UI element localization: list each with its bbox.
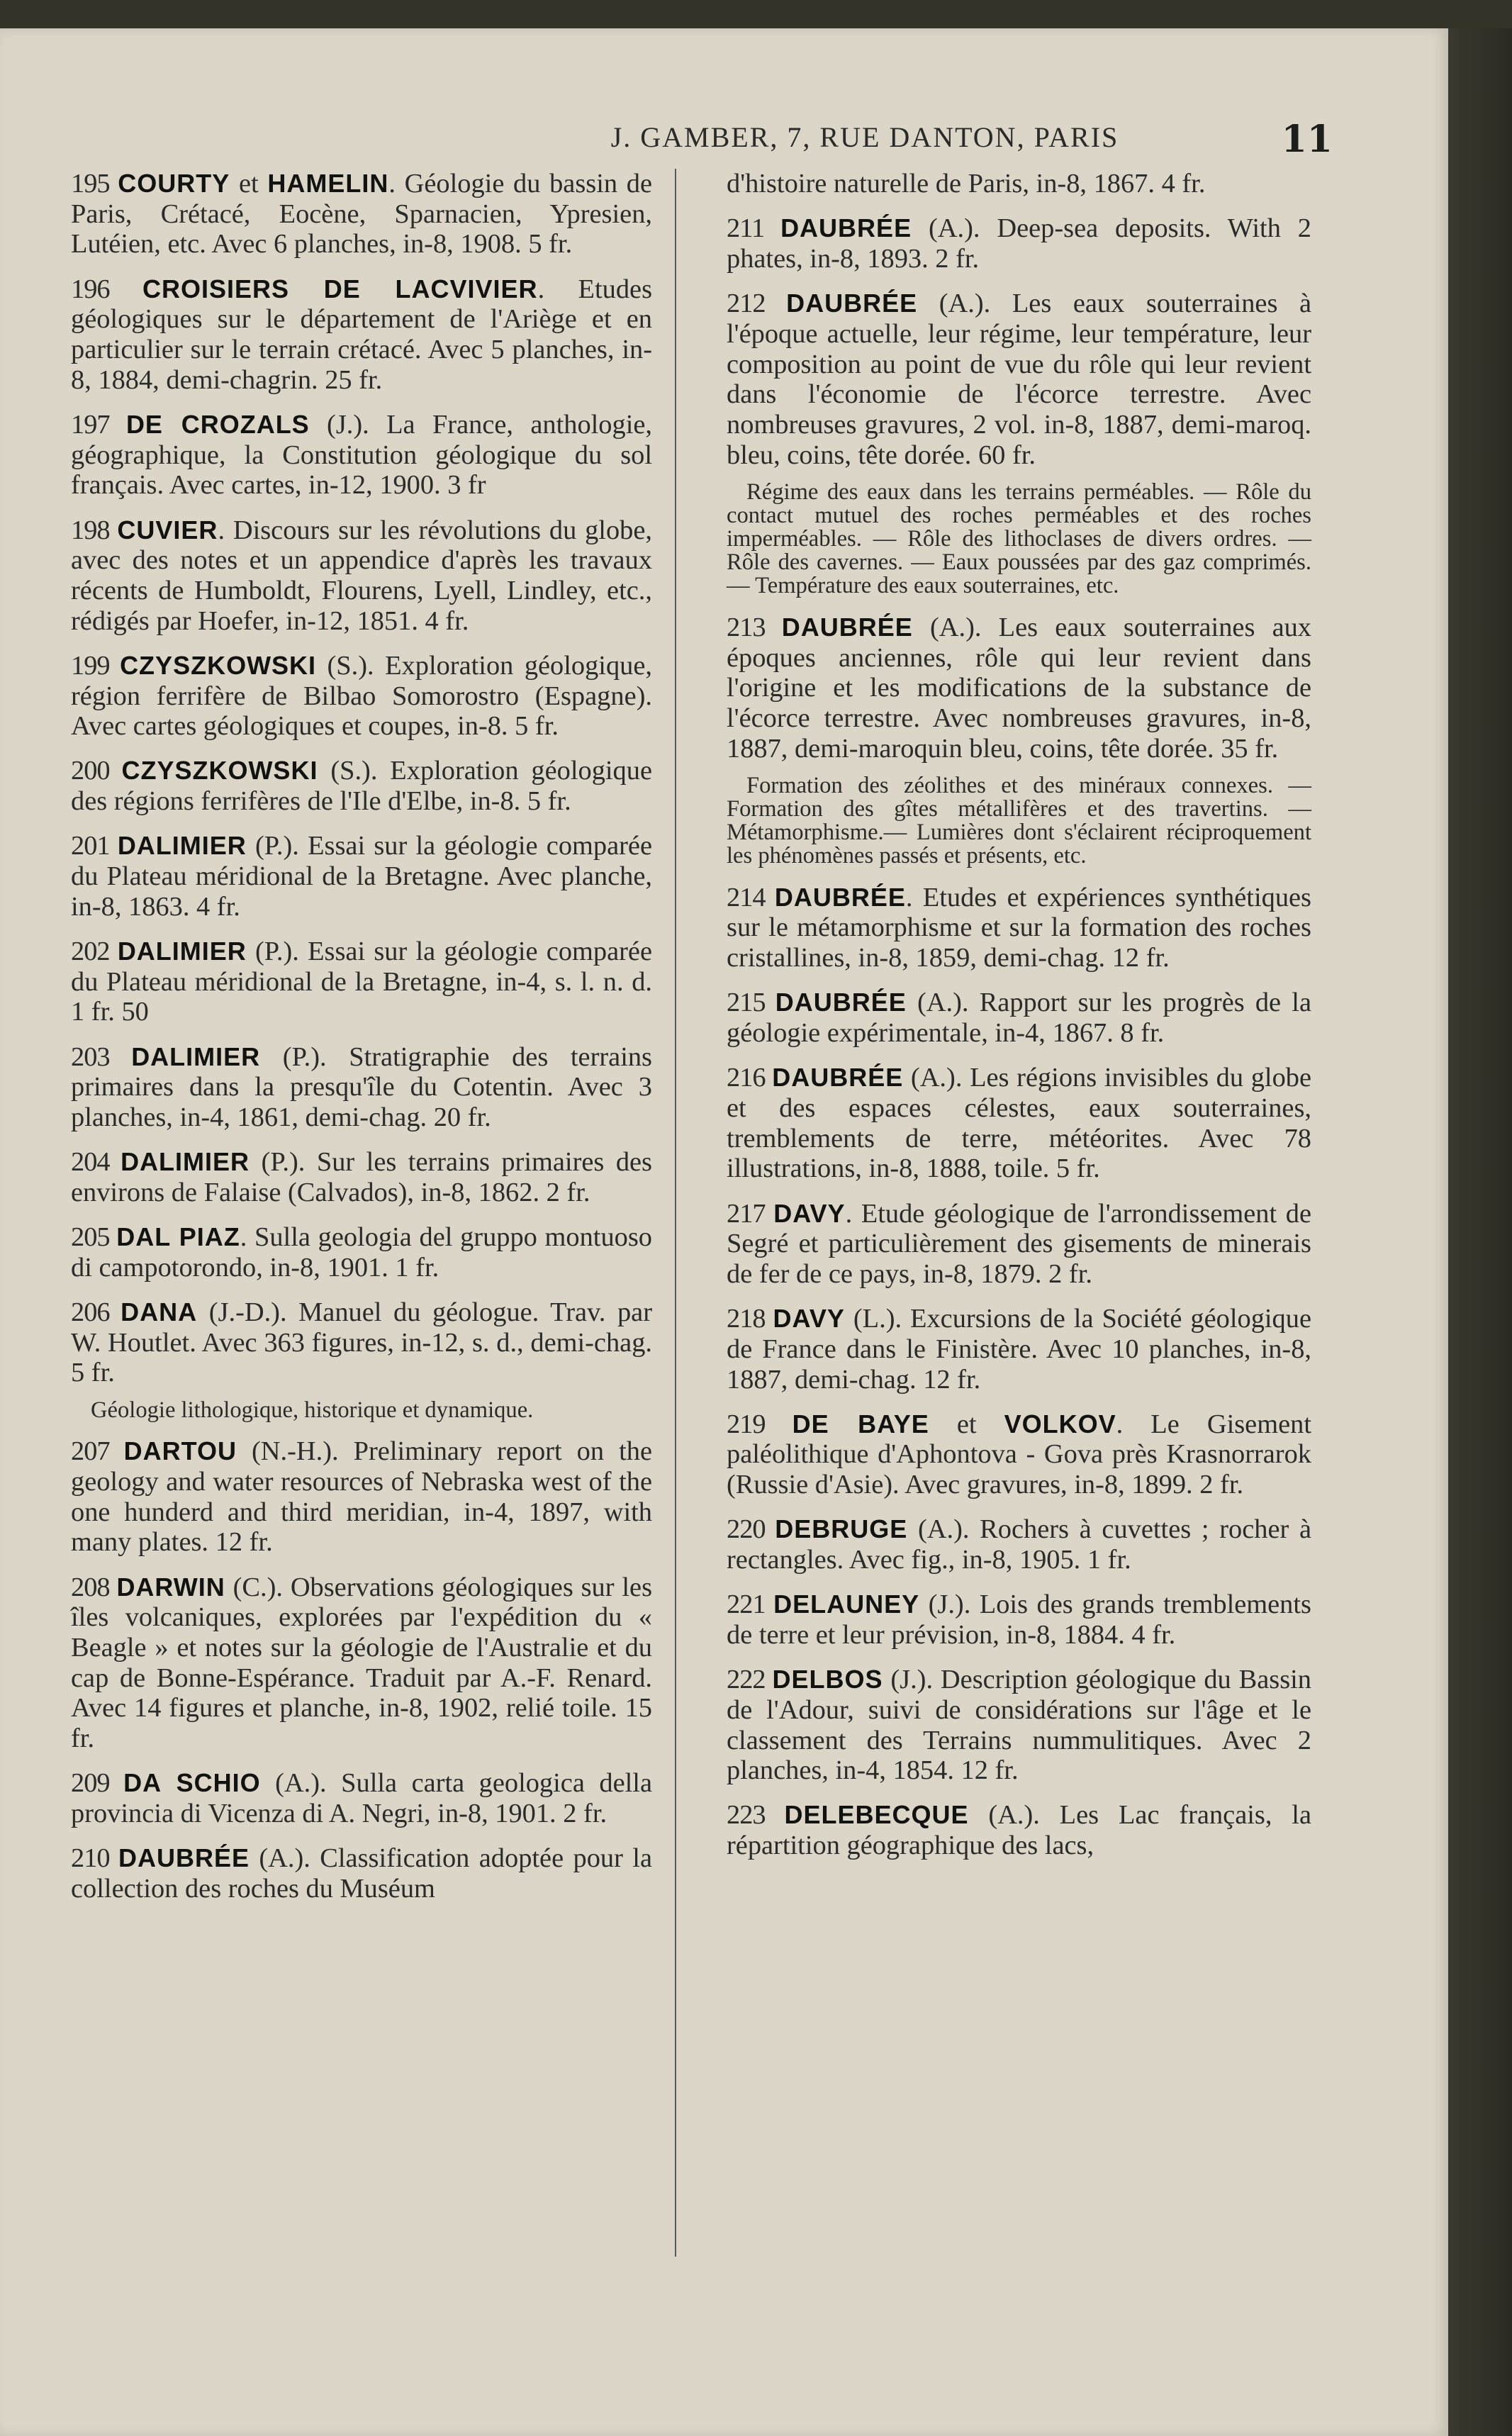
catalog-entry [727, 988, 1311, 1048]
entry-description: (N.-H.). Preliminary report on the geology and water resources of Nebraska west of the one hunderd and third meridian, in-4, 1897, with many plates. 12 fr. [71, 1436, 653, 1558]
entry-number: 198 [71, 515, 118, 545]
entry-description: (A.). Classification adoptée pour la collection des roches du Muséum [71, 1843, 652, 1904]
entry-author: DAUBRÉE [772, 1063, 904, 1093]
entry-author: DALIMIER [121, 1147, 250, 1177]
entry-description: (P.). Essai sur la géologie comparée du Plateau méridional de la Bretagne. Avec planche, in-8, 1863. 4 fr. [71, 831, 653, 922]
catalog-entry [71, 169, 652, 259]
entry-number: 195 [71, 169, 118, 199]
entry-description: (P.). Sur les terrains primaires des environs de Falaise (Calvados), in-8, 1862. 2 fr. [71, 1147, 652, 1207]
catalog-entry [71, 1147, 652, 1207]
entry-description: (J.). Description géologique du Bassin de l'Adour, suivi de considérations sur l'âge et le classement des Terrains nummulitiques. Avec 2 planches, in-4, 1854. 12 fr. [727, 1665, 1312, 1786]
entry-number: 199 [71, 650, 121, 681]
catalog-entry [727, 289, 1311, 470]
entry-author: CZYSZKOWSKI [121, 756, 318, 786]
entry-author: CUVIER [117, 515, 218, 544]
entry-number: 197 [71, 409, 126, 440]
entry-author: DELEBECQUE [784, 1800, 969, 1830]
catalog-entry [727, 1063, 1311, 1184]
column-divider [675, 169, 676, 2257]
catalog-entry [71, 515, 652, 637]
catalog-entry [71, 410, 652, 501]
catalog-entry [727, 1800, 1311, 1860]
entry-number: 217 [727, 1198, 774, 1229]
entry-description: . Etude géologique de l'arrondissement de Segré et particulièrement des gisements de minerais de fer de ce pays, in-8, 1879. 2 fr. [727, 1198, 1312, 1289]
entry-author: DE BAYE [792, 1409, 929, 1438]
catalog-entry [727, 1665, 1311, 1786]
entry-conjunction: et [929, 1409, 1004, 1439]
entry-description: (C.). Observations géologiques sur les îles volcaniques, explorées par l'expédition du « Beagle » et notes sur la géologie de l'Australie et du cap de Bonne-Espérance. Traduit par A.-F. Renard. Avec 14 figures et planche, in-8, 1902, relié toile. 15 fr. [71, 1572, 653, 1754]
entry-description: . Discours sur les révolutions du globe, avec des notes et un appendice d'après les travaux récents de Humboldt, Flourens, Lyell, Lindley, etc., rédigés par Hoefer, in-12, 1851. 4 fr. [71, 515, 652, 636]
catalog-entry [71, 274, 652, 396]
entry-author: DAUBRÉE [781, 612, 913, 642]
entry-author: DALIMIER [131, 1041, 261, 1071]
entry-number: 201 [71, 831, 118, 861]
catalog-entry [727, 1514, 1311, 1575]
catalog-entry [727, 1589, 1311, 1650]
entry-conjunction: et [230, 169, 268, 199]
entry-description: (S.). Exploration géologique, région ferrifère de Bilbao Somorostro (Espagne). Avec cartes géologiques et coupes, in-8. 5 fr. [71, 650, 653, 742]
entry-number: 211 [727, 213, 781, 244]
entry-description: (A.). Rochers à cuvettes ; rocher à rectangles. Avec fig., in-8, 1905. 1 fr. [727, 1514, 1311, 1575]
entry-description: (P.). Essai sur la géologie comparée du Plateau méridional de la Bretagne, in-4, s. l. n. d. 1 fr. 50 [71, 936, 653, 1027]
catalog-entry [727, 1409, 1311, 1500]
entry-number: 215 [727, 988, 775, 1018]
entry-author: DA SCHIO [123, 1768, 261, 1798]
entry-author: DAVY [773, 1198, 846, 1228]
entry-author: DAUBRÉE [118, 1843, 250, 1873]
entry-author: CROISIERS DE LACVIVIER [142, 274, 538, 303]
entry-number: 223 [727, 1800, 785, 1831]
entry-author: DARWIN [116, 1572, 225, 1602]
entry-author: DAUBRÉE [775, 988, 907, 1017]
entry-author: DELAUNEY [773, 1589, 920, 1619]
entry-author: DALIMIER [117, 936, 247, 966]
entry-number: 200 [71, 756, 122, 786]
catalog-entry [71, 1436, 652, 1558]
running-header: J. GAMBER, 7, RUE DANTON, PARIS [610, 121, 1119, 153]
entry-author: DAUBRÉE [786, 289, 918, 318]
entry-number: 220 [727, 1514, 775, 1545]
entry-number: 207 [71, 1436, 124, 1467]
entry-number: 210 [71, 1843, 118, 1874]
entry-number: 203 [71, 1041, 132, 1072]
catalog-entry [71, 756, 652, 816]
catalog-entry [727, 1199, 1311, 1290]
entry-author: CZYSZKOWSKI [120, 650, 317, 680]
page-number: 11 [1281, 118, 1333, 161]
entry-author: DE CROZALS [125, 409, 310, 439]
continued-entry: d'histoire naturelle de Paris, in-8, 1867. 4 fr. [727, 169, 1206, 199]
entry-description: . Etudes géologiques sur le département de l'Ariège et en particulier sur le terrain crétacé. Avec 5 planches, in-8, 1884, demi-chagrin. 25 fr. [71, 274, 653, 395]
entry-author: COURTY [118, 169, 230, 198]
entry-coauthor: HAMELIN [267, 169, 389, 198]
entry-number: 214 [727, 882, 775, 912]
entry-author: DEBRUGE [775, 1514, 908, 1544]
entry-number: 208 [71, 1572, 117, 1602]
entry-description: (J.). La France, anthologie, géographique, la Constitution géologique du sol français. Avec cartes, in-12, 1900. 3 fr [71, 409, 652, 501]
catalog-entry [71, 937, 652, 1027]
entry-description: (A.). Deep-sea deposits. With 2 phates, in-8, 1893. 2 fr. [727, 213, 1311, 274]
entry-number: 202 [71, 936, 118, 966]
entry-author: DAL PIAZ [116, 1222, 240, 1252]
catalog-entry [71, 831, 652, 922]
entry-description: . Le Gisement paléolithique d'Aphontova - Gova près Krasnorrarok (Russie d'Asie). Avec gravures, in-8, 1899. 2 fr. [727, 1409, 1311, 1500]
entry-description: (A.). Sulla carta geologica della provincia di Vicenza di A. Negri, in-8, 1901. 2 fr. [71, 1768, 652, 1828]
entry-number: 204 [71, 1147, 121, 1178]
entry-description: (A.). Les eaux souterraines aux époques anciennes, rôle qui leur revient dans l'origine et les modifications de la substance de l'écorce terrestre. Avec nombreuses gravures, in-8, 1887, demi-maroquin bleu, coins, tête dorée. 35 fr. [727, 612, 1312, 764]
left-column [71, 169, 652, 1918]
entry-number: 219 [727, 1409, 793, 1439]
entry-description: . Géologie du bassin de Paris, Crétacé, Eocène, Sparnacien, Ypresien, Lutéien, etc. Avec 6 planches, in-8, 1908. 5 fr. [71, 169, 653, 259]
entry-description: (A.). Les eaux souterraines à l'époque actuelle, leur régime, leur température, leur composition au point de vue du rôle qui leur revient dans l'économie de l'écorce terrestre. Avec nombreuses gravures, 2 vol. in-8, 1887, demi-maroq. bleu, coins, tête dorée. 60 fr. [727, 289, 1311, 470]
entry-number: 222 [727, 1665, 773, 1695]
entry-author: DANA [121, 1297, 198, 1326]
entry-author: DALIMIER [117, 831, 247, 861]
entry-number: 196 [71, 274, 142, 304]
entry-author: DAUBRÉE [780, 213, 912, 243]
entry-number: 206 [71, 1297, 121, 1327]
right-column [727, 169, 1311, 1875]
entry-number: 218 [727, 1304, 773, 1334]
entry-description: (A.). Les Lac français, la répartition géographique des lacs, [727, 1800, 1312, 1861]
entry-description: (A.). Les régions invisibles du globe et des espaces célestes, eaux souterraines, tremblements de terre, météorites. Avec 78 illustrations, in-8, 1888, toile. 5 fr. [727, 1063, 1312, 1184]
entry-number: 205 [71, 1222, 117, 1253]
entry-note: Géologie lithologique, historique et dynamique. [91, 1397, 534, 1423]
entry-description: (S.). Exploration géologique des régions ferrifères de l'Ile d'Elbe, in-8. 5 fr. [71, 756, 652, 817]
entry-number: 213 [727, 612, 782, 642]
entry-author: DAUBRÉE [774, 882, 906, 912]
entry-description: . Etudes et expériences synthétiques sur le métamorphisme et sur la formation des roches cristallines, in-8, 1859, demi-chag. 12 fr. [727, 882, 1311, 973]
catalog-entry [727, 1304, 1311, 1395]
entry-number: 216 [727, 1063, 773, 1093]
catalog-entry [71, 1843, 652, 1904]
entry-author: DARTOU [123, 1436, 237, 1466]
entry-description: (J.). Lois des grands tremblements de terre et leur prévision, in-8, 1884. 4 fr. [727, 1589, 1311, 1650]
catalog-entry [71, 1297, 652, 1388]
entry-number: 212 [727, 289, 787, 319]
catalog-entry [71, 1572, 652, 1754]
catalog-entry [727, 613, 1311, 764]
entry-number: 209 [71, 1768, 124, 1799]
entry-description: (L.). Excursions de la Société géologique de France dans le Finistère. Avec 10 planches, in-8, 1887, demi-chag. 12 fr. [727, 1304, 1311, 1395]
catalog-entry [71, 651, 652, 742]
entry-note: Formation des zéolithes et des minéraux connexes. — Formation des gîtes métallifères et des travertins. — Métamorphisme.— Lumières dont s'éclairent réciproquement les phénomènes passés et présents, etc. [727, 772, 1311, 869]
entry-number: 221 [727, 1589, 774, 1620]
entry-description: . Sulla geologia del gruppo montuoso di campotorondo, in-8, 1901. 1 fr. [71, 1222, 652, 1283]
catalog-entry [71, 1768, 652, 1828]
entry-description: (P.). Stratigraphie des terrains primaires dans la presqu'île du Cotentin. Avec 3 planches, in-4, 1861, demi-chag. 20 fr. [71, 1041, 652, 1132]
catalog-entry [727, 213, 1311, 274]
catalog-entry [727, 883, 1311, 973]
catalog-entry [71, 1222, 652, 1283]
entry-description: (J.-D.). Manuel du géologue. Trav. par W. Houtlet. Avec 363 figures, in-12, s. d., demi-chag. 5 fr. [71, 1297, 652, 1388]
entry-note: Régime des eaux dans les terrains perméables. — Rôle du contact mutuel des roches perméables et des roches imperméables. — Rôle des lithoclases de divers ordres. — Rôle des cavernes. — Eaux poussées par des gaz comprimés. — Température des eaux souterraines, etc. [727, 479, 1311, 599]
catalog-entry [71, 1042, 652, 1133]
entry-coauthor: VOLKOV [1004, 1409, 1116, 1438]
entry-author: DAVY [773, 1304, 845, 1334]
entry-description: (A.). Rapport sur les progrès de la géologie expérimentale, in-4, 1867. 8 fr. [727, 988, 1312, 1048]
entry-author: DELBOS [772, 1665, 883, 1694]
page-edge [1448, 28, 1512, 2436]
